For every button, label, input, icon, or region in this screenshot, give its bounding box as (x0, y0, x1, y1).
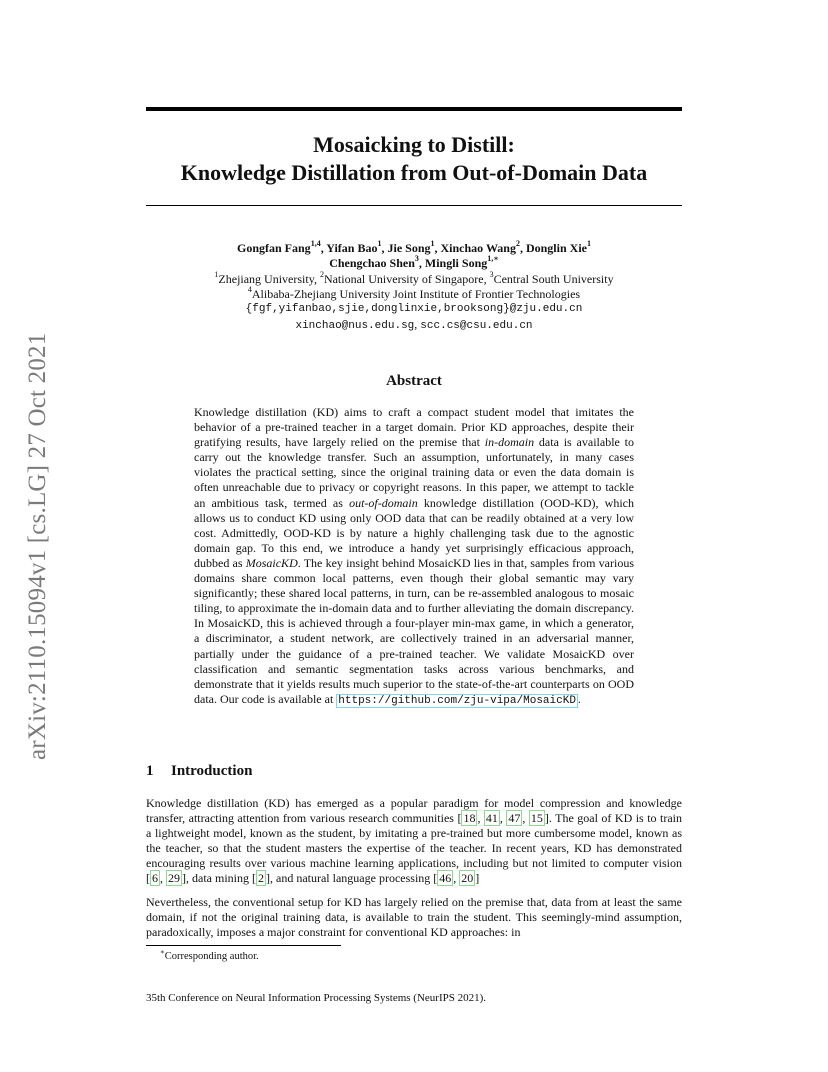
section-number: 1 (146, 763, 154, 779)
section-heading-introduction (146, 762, 682, 780)
title-rule-top (146, 107, 682, 111)
author-names-line-1: Gongfan Fang$^{1,4}$, Yifan Bao$^1$, Jie Song$^1$, Xinchao Wang$^2$, Donglin Xie$^1$ (237, 239, 591, 255)
introduction-body (146, 796, 682, 948)
author-name: Jie Song (387, 241, 431, 255)
author-block (146, 241, 682, 335)
author-name: Yifan Bao (326, 241, 378, 255)
abstract-heading: Abstract (386, 373, 442, 389)
section-title: Introduction (171, 763, 253, 779)
abstract-emphasis: MosaicKD (245, 555, 298, 570)
abstract-text: . (577, 691, 581, 706)
author-name: Chengchao Shen (329, 256, 415, 271)
citation-link[interactable]: 6 (152, 871, 158, 886)
email-line-2 (146, 317, 682, 334)
affiliations-line-2 (146, 284, 682, 302)
code-repository-link[interactable]: https://github.com/zju-vipa/MosaicKD (338, 694, 576, 707)
paper-title-line-1: Mosaicking to Distill: (313, 132, 515, 157)
citation-link[interactable]: 2 (258, 871, 264, 886)
affiliation-mark: 4 (247, 284, 252, 294)
author-affiliation-mark: 1 (430, 239, 435, 248)
author-name: Donglin Xie (525, 241, 587, 255)
footnote (160, 947, 259, 963)
affiliation-mark: 2 (319, 269, 324, 279)
author-affiliation-mark: 1 (377, 239, 382, 248)
email-address: xinchao@nus.edu.sg (295, 320, 415, 333)
affiliation: Zhejiang University, (218, 271, 320, 286)
abstract-text: Knowledge distillation (KD) aims to craft a compact student model that imitates the behavior of a pre-trained teacher in a target domain. Prior KD approaches, despite their gratifying results, have largely relied on the premise that (194, 405, 634, 450)
abstract-text: . The key insight behind MosaicKD lies in that, samples from various domains share common local patterns, even though their global semantic may vary significantly; these shared local patterns, in turn, can be re-assembled analogous to mosaic tiling, to approximate the in-domain data and to further alleviating the domain discrepancy. In MosaicKD, this is achieved through a four-player min-max game, in which a generator, a discriminator, a student network, are collectively trained in an adversarial manner, partially under the guidance of a pre-trained teacher. We validate MosaicKD over classification and semantic segmentation tasks across various benchmarks, and demonstrate that it yields results much superior to the state-of-the-art counterparts on OOD data. Our code is available at (194, 555, 635, 706)
affiliation: Central South University (493, 271, 614, 286)
affiliation-mark: 3 (489, 269, 494, 279)
email-address: scc.cs@csu.edu.cn (420, 320, 533, 333)
citation-link[interactable]: 15 (530, 811, 543, 826)
affiliation: National University of Singapore, (323, 271, 490, 286)
arxiv-stamp (18, 290, 58, 760)
author-name: Mingli Song (424, 256, 488, 271)
introduction-paragraph-2: Nevertheless, the conventional setup for KD has largely relied on the premise that, data from at least the same domain, if not the original training data, is available to train the student. This seemingly-mind assumption, paradoxically, imposes a major constraint for conventional KD approaches: in (146, 894, 682, 939)
citation-link[interactable]: 29 (168, 871, 180, 886)
author-names-line-2: Chengchao Shen$^3$, Mingli Song$^{1,∗}$ (329, 254, 499, 271)
author-affiliation-mark: 2 (515, 239, 520, 248)
paragraph-text: . The goal of KD is to train a lightweight model, known as the student, by imitating a pre-trained but more cumbersome model, known as the teacher, so that the student masters the expertise of the teacher. In recent years, KD has demonstrated encouraging results over various machine learning applications, including but not limited to computer vision (146, 811, 683, 871)
abstract-body (194, 405, 634, 709)
citation-link[interactable]: 46 (439, 871, 452, 886)
paper-title-line-2: Knowledge Distillation from Out-of-Domain Data (180, 160, 648, 185)
author-affiliation-mark: 1,4 (310, 239, 321, 248)
conference-notice: 35th Conference on Neural Information Processing Systems (NeurIPS 2021). (146, 992, 487, 1004)
footnote-text: Corresponding author. (164, 951, 259, 962)
paragraph-text: , and natural language processing (270, 871, 434, 886)
author-affiliation-mark: 1,∗ (487, 254, 499, 264)
paragraph-text: Knowledge distillation (KD) has emerged as a popular paradigm for model compression and knowledge transfer, attracting attention from various research communities (146, 796, 682, 826)
footnote-mark: ∗ (160, 947, 165, 956)
affiliations-line-1 (146, 269, 682, 287)
author-name: Gongfan Fang (237, 241, 311, 255)
citation-link[interactable]: 18 (463, 811, 476, 826)
email-line-1: {fgf,yifanbao,sjie,donglinxie,brooksong}@zju.edu.cn (245, 303, 583, 316)
email-separator: , (414, 317, 421, 332)
affiliation: Alibaba-Zhejiang University Joint Institute of Frontier Technologies (251, 286, 581, 301)
footnote-rule (146, 945, 341, 946)
abstract-emphasis: out-of-domain (349, 495, 418, 510)
author-affiliation-mark: 1 (586, 239, 591, 248)
author-name: Xinchao Wang (440, 241, 516, 255)
paper-title (146, 131, 682, 187)
title-rule-bottom (146, 205, 682, 206)
abstract-text: data is available to carry out the knowledge transfer. Such an assumption, unfortunately, in many cases violates the practical setting, since the original training data or even the data domain is often unreachable due to privacy or copyright reasons. In this paper, we attempt to tackle an ambitious task, termed as (194, 435, 635, 510)
introduction-paragraph-1: Knowledge distillation (KD) has emerged as a popular paradigm for model compression and knowledge transfer, attracting attention from various research communities [ 18 , 41 , 47 , 15 ]. The goal of KD is to train a lightweight model, known as the student, by imitating a pre-trained but more cumbersome model, known as the teacher, so that the student masters the expertise of the teacher. In recent years, KD has demonstrated encouraging results over various machine learning applications, including but not limited to computer vision [ 6 , 29 ], data mining [ 2 ], and natural language processing [ 46 , 20 ] (146, 796, 683, 886)
citation-link[interactable]: 47 (508, 811, 521, 826)
paragraph-text: , data mining (186, 871, 252, 886)
citation-link[interactable]: 41 (485, 811, 498, 826)
abstract-emphasis: in-domain (484, 435, 535, 450)
arxiv-stamp-text: arXiv:2110.15094v1 [cs.LG] 27 Oct 2021 (24, 332, 51, 760)
affiliation-mark: 1 (214, 269, 219, 279)
author-affiliation-mark: 3 (414, 254, 419, 264)
citation-link[interactable]: 20 (461, 871, 474, 886)
abstract-text: knowledge distillation (OOD-KD), which allows us to conduct KD using only OOD data that can be readily obtained at a very low cost. Admittedly, OOD-KD is by nature a highly challenging task due to the agnostic domain gap. To this end, we introduce a handy yet surprisingly efficacious approach, dubbed as (194, 495, 634, 570)
